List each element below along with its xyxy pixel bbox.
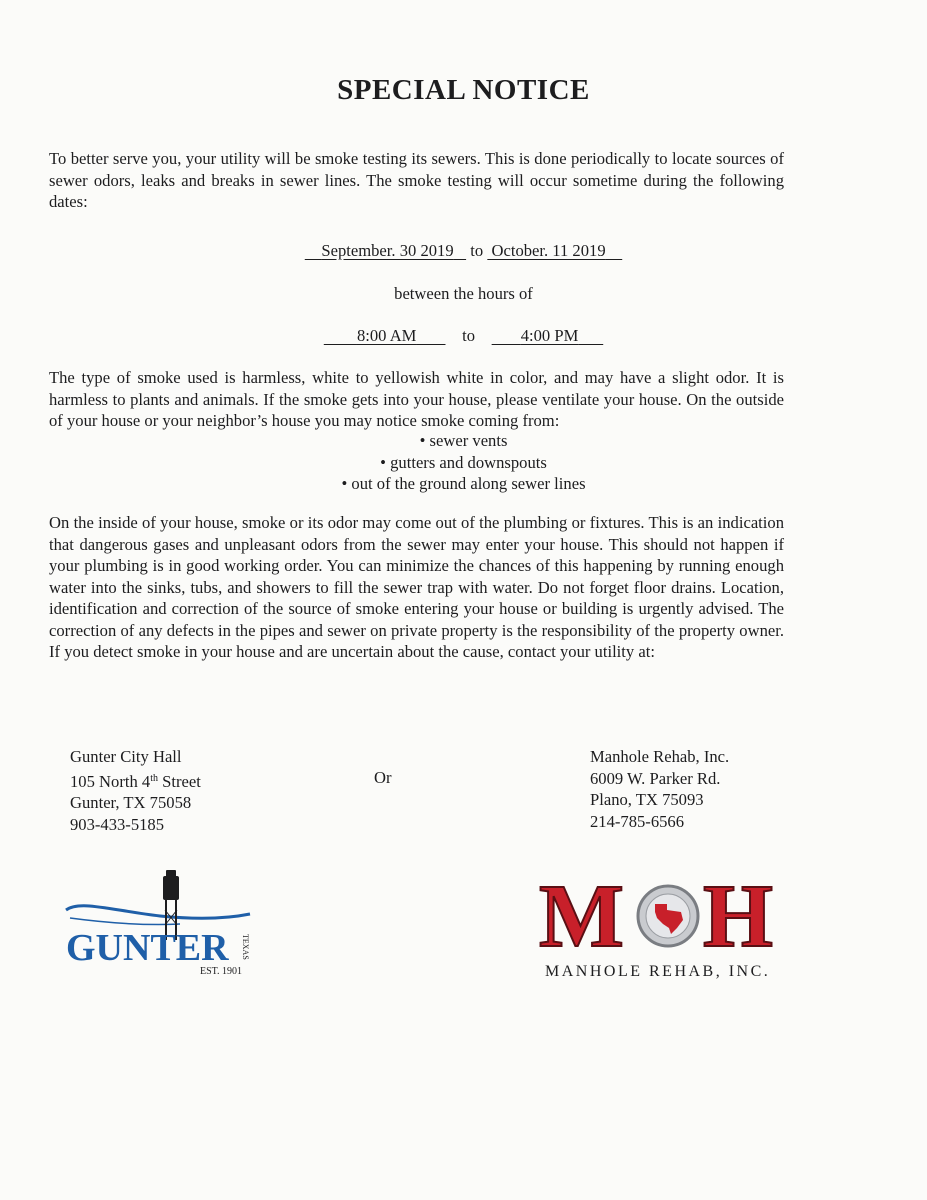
- date-connector: to: [470, 241, 484, 260]
- gunter-est: EST. 1901: [200, 966, 243, 977]
- list-item: • gutters and downspouts: [0, 452, 927, 474]
- swoosh-icon: [66, 906, 250, 918]
- gunter-wordmark: GUNTER: [66, 927, 229, 969]
- gunter-state: TEXAS: [241, 934, 250, 960]
- contact-city: Gunter, TX 75058: [70, 793, 192, 812]
- start-date-blank: [305, 241, 466, 260]
- end-time: 4:00 PM: [520, 326, 579, 345]
- date-range: [0, 240, 927, 262]
- gunter-contact: [70, 746, 201, 835]
- time-connector: to: [462, 326, 476, 345]
- between-label: between the hours of: [394, 284, 533, 303]
- contact-street: 6009 W. Parker Rd.: [590, 768, 721, 788]
- svg-text:H: H: [703, 868, 774, 966]
- contact-name: Gunter City Hall: [70, 747, 182, 766]
- contact-name: Manhole Rehab, Inc.: [590, 747, 730, 766]
- mh-caption: MANHOLE REHAB, INC.: [545, 963, 771, 980]
- smoke-paragraph: The type of smoke used is harmless, white to yellowish white in color, and may have a slight odor. It is harmless to plants and animals. If the smoke gets into your house, please ventilate your house. On the outside of your house or your neighbor’s house you may notice smoke coming from:: [49, 368, 784, 430]
- smoke-locations-list: [0, 430, 927, 495]
- end-date-blank: [487, 241, 622, 260]
- contact-phone: 903-433-5185: [70, 814, 165, 834]
- contact-phone: 214-785-6566: [590, 811, 685, 831]
- manhole-cover-icon: [638, 886, 698, 946]
- page-title: SPECIAL NOTICE: [337, 74, 590, 106]
- gunter-logo: [60, 870, 260, 980]
- intro-paragraph: To better serve you, your utility will be smoke testing its sewers. This is done periodically to locate sources of sewer odors, leaks and breaks in sewer lines. The smoke testing will occur sometime during the following dates:: [49, 149, 784, 211]
- manhole-rehab-logo: [535, 868, 785, 988]
- time-range: [0, 325, 927, 347]
- end-time-blank: [492, 326, 604, 345]
- contact-separator: Or: [374, 768, 392, 787]
- start-time-blank: [324, 326, 446, 345]
- list-item: • sewer vents: [0, 430, 927, 452]
- svg-text:M: M: [539, 868, 624, 966]
- start-date: September. 30 2019: [321, 241, 454, 260]
- contact-city: Plano, TX 75093: [590, 790, 704, 809]
- contact-street: 105 North 4th Street: [70, 771, 201, 791]
- list-item: • out of the ground along sewer lines: [0, 473, 927, 495]
- inside-paragraph: On the inside of your house, smoke or its odor may come out of the plumbing or fixtures. This is an indication that dangerous gases and unpleasant odors from the sewer may enter your house. This should not happen if your plumbing is in good working order. You can minimize the chances of this happening by running enough water into the sinks, tubs, and showers to fill the sewer trap with water. Do not forget floor drains. Location, identification and correction of the source of smoke entering your house or building is urgently advised. The correction of any defects in the pipes and sewer on private property is the responsibility of the property owner. If you detect smoke in your house and are uncertain about the cause, contact your utility at:: [49, 513, 784, 661]
- manhole-rehab-contact: [590, 746, 729, 832]
- end-date: October. 11 2019: [491, 241, 606, 260]
- start-time: 8:00 AM: [356, 326, 417, 345]
